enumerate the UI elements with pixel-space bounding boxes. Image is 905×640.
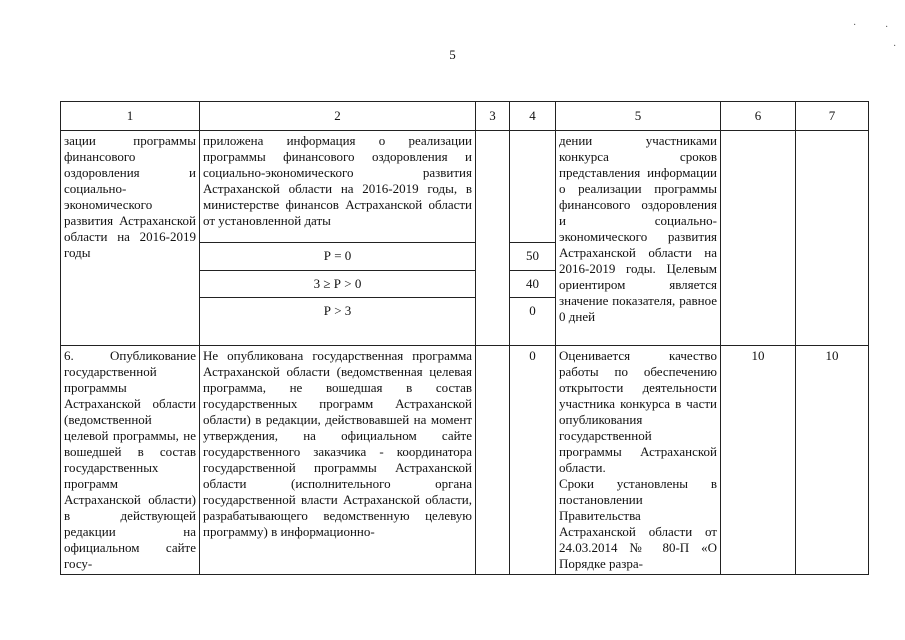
header-col-1: 1: [61, 102, 200, 131]
scan-speck: ·: [853, 20, 857, 31]
comment-cell: [556, 346, 721, 575]
weight-empty-cell: [721, 131, 796, 346]
score-value: 0: [510, 346, 556, 575]
condition-description-cell: приложена информация о реализации программы финансового оздоровления и социально-экономического развития Астраханской области на 2016-2019 годы, в министерстве финансов Астраханской области от установленной даты: [200, 131, 476, 243]
indicator-name-cell: зации программы финансового оздоровления и социально-экономического развития Астраханской области на 2016-2019 годы: [61, 131, 200, 346]
comment-paragraph: Сроки установлены в постановлении Правительства Астраханской области от 24.03.2014 № 80-П «О Порядке разра-: [559, 476, 717, 571]
header-col-5: 5: [556, 102, 721, 131]
header-col-2: 2: [200, 102, 476, 131]
score-empty-cell: [510, 131, 556, 243]
header-col-4: 4: [510, 102, 556, 131]
max-value: 10: [796, 346, 869, 575]
scan-speck: ·: [893, 41, 897, 52]
score-value: 0: [510, 298, 556, 346]
header-col-6: 6: [721, 102, 796, 131]
header-col-7: 7: [796, 102, 869, 131]
table-row: [61, 131, 869, 243]
header-col-3: 3: [476, 102, 510, 131]
max-empty-cell: [796, 131, 869, 346]
criteria-table: [60, 101, 869, 575]
comment-cell: дении участниками конкурса сроков представления информации о реализации программы финансового оздоровления и социально-экономического развития Астраханской области на 2016-2019 годы. Целевым ориентиром является значение показателя, равное 0 дней: [556, 131, 721, 346]
condition-value: 3 ≥ Р > 0: [200, 270, 476, 298]
header-row: [61, 102, 869, 131]
empty-cell: [476, 346, 510, 575]
comment-paragraph: Оценивается качество работы по обеспечению открытости деятельности участника конкурса в части опубликования государственной программы Астраханской области.: [559, 348, 717, 475]
indicator-name-cell: 6. Опубликование государственной программы Астраханской области (ведомственной целевой программы, не вошедшей в состав государственных программ Астраханской области) в действующей редакции на официальном сайте госу-: [61, 346, 200, 575]
empty-cell: [476, 131, 510, 346]
condition-description-cell: Не опубликована государственная программа Астраханской области (ведомственная целевая программа, не вошедшая в состав государственных программ Астраханской области) в редакции, действовавшей на момент утверждения, на официальном сайте государственного заказчика - координатора государственной программы Астраханской области (исполнительного органа государственной власти Астраханской области, разрабатывающего ведомственную целевую программу) в информационно-: [200, 346, 476, 575]
page-number: 5: [449, 47, 456, 62]
score-value: 50: [510, 242, 556, 270]
score-value: 40: [510, 270, 556, 298]
condition-value: Р > 3: [200, 298, 476, 346]
weight-value: 10: [721, 346, 796, 575]
scan-speck: ·: [885, 22, 889, 33]
condition-value: Р = 0: [200, 242, 476, 270]
table-row: [61, 346, 869, 575]
